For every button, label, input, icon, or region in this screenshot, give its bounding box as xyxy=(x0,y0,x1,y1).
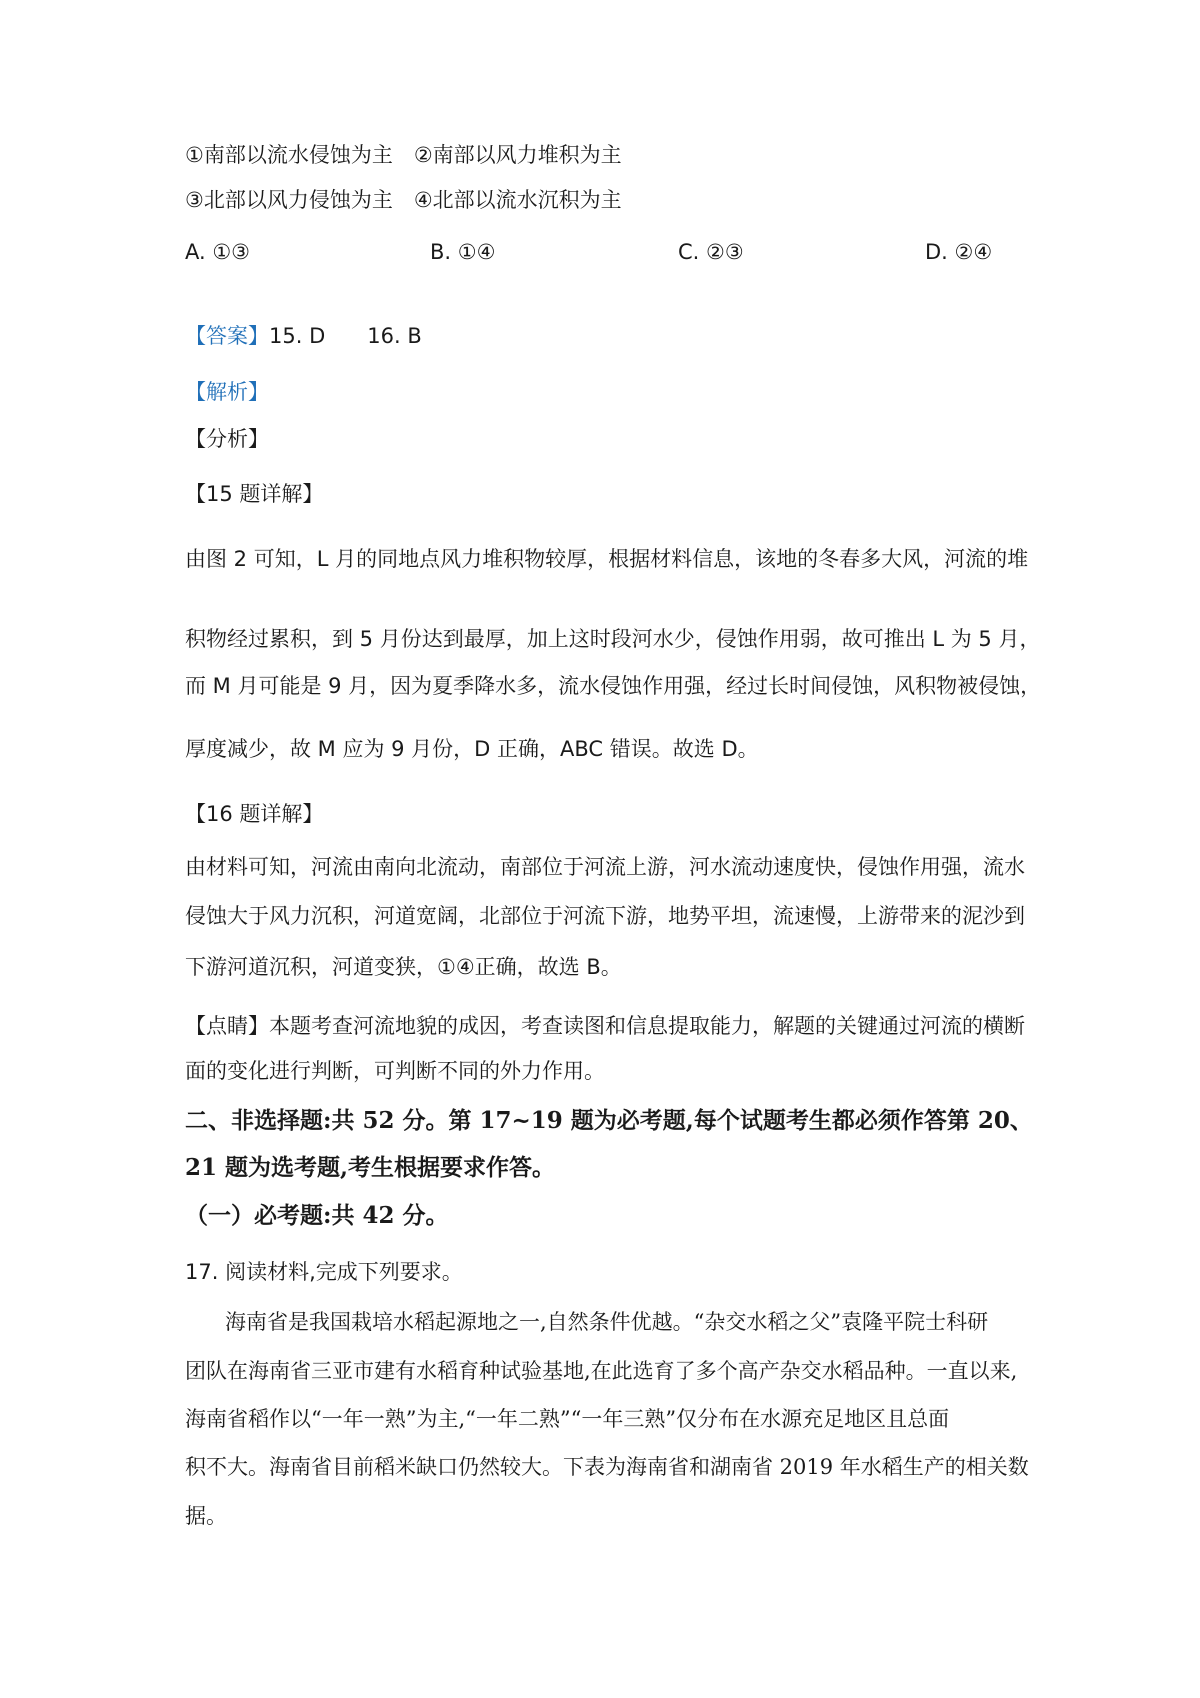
q17-material-line: 海南省是我国栽培水稻起源地之一,自然条件优越。“杂交水稻之父”袁隆平院士科研 xyxy=(225,1310,989,1334)
section2-title-line-1: 二、非选择题:共 52 分。第 17~19 题为必考题,每个试题考生都必须作答第 20、 xyxy=(185,1107,1033,1134)
dianjing-line: 【点睛】本题考查河流地貌的成因，考查读图和信息提取能力，解题的关键通过河流的横断 xyxy=(185,1014,1025,1038)
option-a: A. ①③ xyxy=(185,240,250,264)
detail16-line: 下游河道沉积，河道变狭，①④正确，故选 B。 xyxy=(185,955,622,979)
detail16-line: 侵蚀大于风力沉积，河道宽阔，北部位于河流下游，地势平坦，流速慢，上游带来的泥沙到 xyxy=(185,904,1025,928)
answer-values: 15. D 16. B xyxy=(269,324,422,348)
answer-label: 【答案】 xyxy=(185,324,269,348)
detail15-line: 厚度减少，故 M 应为 9 月份，D 正确，ABC 错误。故选 D。 xyxy=(185,737,759,761)
answer-line xyxy=(185,321,422,351)
q17-material-line: 据。 xyxy=(185,1504,227,1528)
detail15-line: 而 M 月可能是 9 月，因为夏季降水多，流水侵蚀作用强，经过长时间侵蚀，风积物被侵蚀， xyxy=(185,674,1042,698)
section2-subheading: （一）必考题:共 42 分。 xyxy=(185,1202,449,1229)
detail16-heading: 【16 题详解】 xyxy=(185,802,324,826)
option-d: D. ②④ xyxy=(925,240,993,264)
option-b: B. ①④ xyxy=(430,240,496,264)
analysis-label: 【解析】 xyxy=(185,380,269,404)
detail15-heading: 【15 题详解】 xyxy=(185,482,324,506)
q17-stem: 17. 阅读材料,完成下列要求。 xyxy=(185,1260,463,1284)
detail15-line: 积物经过累积，到 5 月份达到最厚，加上这时段河水少，侵蚀作用弱，故可推出 L 为 5 月， xyxy=(185,627,1041,651)
detail15-line: 由图 2 可知，L 月的同地点风力堆积物较厚，根据材料信息，该地的冬春多大风，河流的堆 xyxy=(185,547,1029,571)
section2-title-line-2: 21 题为选考题,考生根据要求作答。 xyxy=(185,1154,556,1181)
q16-choices-line-1: ①南部以流水侵蚀为主 ②南部以风力堆积为主 xyxy=(185,143,622,167)
detail16-line: 由材料可知，河流由南向北流动，南部位于河流上游，河水流动速度快，侵蚀作用强，流水 xyxy=(185,855,1025,879)
option-c: C. ②③ xyxy=(678,240,744,264)
dianjing-line: 面的变化进行判断，可判断不同的外力作用。 xyxy=(185,1059,605,1083)
q17-material-line: 积不大。海南省目前稻米缺口仍然较大。下表为海南省和湖南省 2019 年水稻生产的相关数 xyxy=(185,1455,1029,1479)
q17-material-line: 团队在海南省三亚市建有水稻育种试验基地,在此选育了多个高产杂交水稻品种。一直以来, xyxy=(185,1359,1018,1383)
q16-choices-line-2: ③北部以风力侵蚀为主 ④北部以流水沉积为主 xyxy=(185,188,622,212)
fenxi-label: 【分析】 xyxy=(185,427,269,451)
q17-material-line: 海南省稻作以“一年一熟”为主,“一年二熟”“一年三熟”仅分布在水源充足地区且总面 xyxy=(185,1407,950,1431)
